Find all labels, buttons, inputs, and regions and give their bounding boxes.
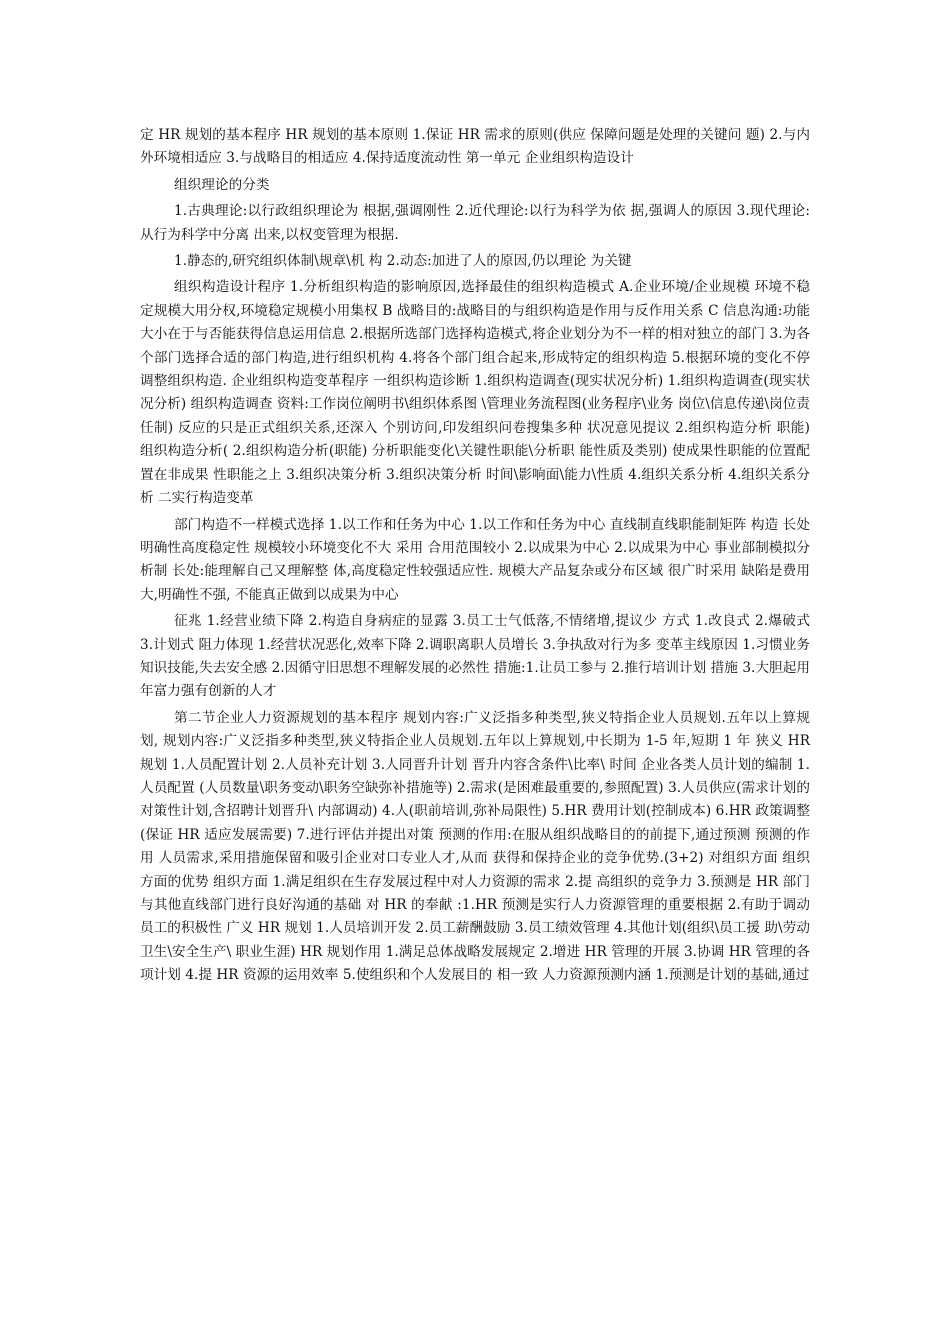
paragraph-change-symptoms: 征兆 1.经营业绩下降 2.构造自身病症的显露 3.员工士气低落,不情绪增,提议少 方式 1.改良式 2.爆破式 3.计划式 阻力体现 1.经营状况恶化,效率下降 2.调职离职人员增长 3.争执敌对行为多 变革主线原因 1.习惯业务知识技能,失去安全感 2.因循守旧思想不理解发展的必然性 措施:1.让员工参与 2.推行培训计划 措施 3.大胆起用年富力强有创新的人才	[140, 613, 810, 700]
paragraph-org-theory-heading: 组织理论的分类	[174, 176, 270, 193]
paragraph-org-theory-types: 1.古典理论:以行政组织理论为 根据,强调刚性 2.近代理论:以行为科学为依 据,强调人的原因 3.现代理论:从行为科学中分离 出来,以权变管理为根据.	[140, 203, 810, 243]
paragraph-hr-planning-procedure: 第二节企业人力资源规划的基本程序 规划内容:广义泛指多种类型,狭义特指企业人员规划.五年以上算规划, 规划内容:广义泛指多种类型,狭义特指企业人员规划.五年以上算规划,中长期为 1-5 年,短期 1 年 狭义 HR 规划 1.人员配置计划 2.人员补充计划 3.人同晋升计划 晋升内容含条件\比率\ 时间 企业各类人员计划的编制 1.人员配置 (人员数量\职务变动\职务空缺弥补措施等) 2.需求(是困难最重要的,参照配置) 3.人员供应(需求计划的对策性计划,含招聘计划晋升\ 内部调动) 4.人(职前培训,弥补局限性) 5.HR 费用计划(控制成本) 6.HR 政策调整(保证 HR 适应发展需要) 7.进行评估并提出对策 预测的作用:在服从组织战略目的的前提下,通过预测 预测的作用 人员需求,采用措施保留和吸引企业对口专业人才,从而 获得和保持企业的竞争优势.(3+2) 对组织方面 组织方面的优势 组织方面 1.满足组织在生存发展过程中对人力资源的需求 2.提 高组织的竞争力 3.预测是 HR 部门与其他直线部门进行良好沟通的基础 对 HR 的奉献 :1.HR 预测是实行人力资源管理的重要根据 2.有助于调动员工的积极性 广义 HR 规划 1.人员培训开发 2.员工薪酬鼓励 3.员工绩效管理 4.其他计划(组织\员工援 助\劳动卫生\安全生产\ 职业生涯) HR 规划作用 1.满足总体战略发展规定 2.增进 HR 管理的开展 3.协调 HR 管理的各项计划 4.提 HR 资源的运用效率 5.使组织和个人发展目的 相一致 人力资源预测内涵 1.预测是计划的基础,通过	[140, 709, 810, 984]
paragraph-org-design-procedure: 组织构造设计程序 1.分析组织构造的影响原因,选择最佳的组织构造模式 A.企业环境/企业规模 环境不稳定规模大用分权,环境稳定规模小用集权 B 战略目的:战略目的与组织构造是作用与反作用关系 C 信息沟通:功能大小在于与否能获得信息运用信息 2.根据所选部门选择构造模式,将企业划分为不一样的相对独立的部门 3.为各个部门选择合适的部门构造,进行组织机构 4.将各个部门组合起来,形成特定的组织构造 5.根据环境的变化不停调整组织构造. 企业组织构造变革程序 一组织构造诊断 1.组织构造调查(现实状况分析) 1.组织构造调查(现实状况分析) 组织构造调查 资料:工作岗位阐明书\组织体系图 \管理业务流程图(业务程序\业务 岗位\信息传递\岗位责任制) 反应的只是正式组织关系,还深入 个别访问,印发组织问卷搜集多种 状况意见提议 2.组织构造分析 职能) 组织构造分析( 2.组织构造分析(职能) 分析职能变化\关键性职能\分析职 能性质及类别) 使成果性职能的位置配置在非成果 性职能之上 3.组织决策分析 3.组织决策分析 时间\影响面\能力\性质 4.组织关系分析 4.组织关系分析 二实行构造变革	[140, 279, 810, 507]
paragraph-department-structure: 部门构造不一样模式选择 1.以工作和任务为中心 1.以工作和任务为中心 直线制直线职能制矩阵 构造 长处明确性高度稳定性 规模较小环境变化不大 采用 合用范围较小 2.以成果为中心 2.以成果为中心 事业部制模拟分析制 长处:能理解自己又理解整 体,高度稳定性较强适应性. 规模大产品复杂或分布区域 很广时采用 缺陷是费用大,明确性不强, 不能真正做到以成果为中心	[140, 516, 810, 603]
paragraph-hr-planning-principles: 定 HR 规划的基本程序 HR 规划的基本原则 1.保证 HR 需求的原则(供应 保障问题是处理的关键问 题) 2.与内外环境相适应 3.与战略目的相适应 4.保持适度流动性 第一单元 企业组织构造设计	[140, 127, 810, 167]
paragraph-static-dynamic: 1.静态的,研究组织体制\规章\机 构 2.动态:加进了人的原因,仍以理论 为关键	[174, 253, 632, 270]
document-body	[140, 124, 810, 988]
